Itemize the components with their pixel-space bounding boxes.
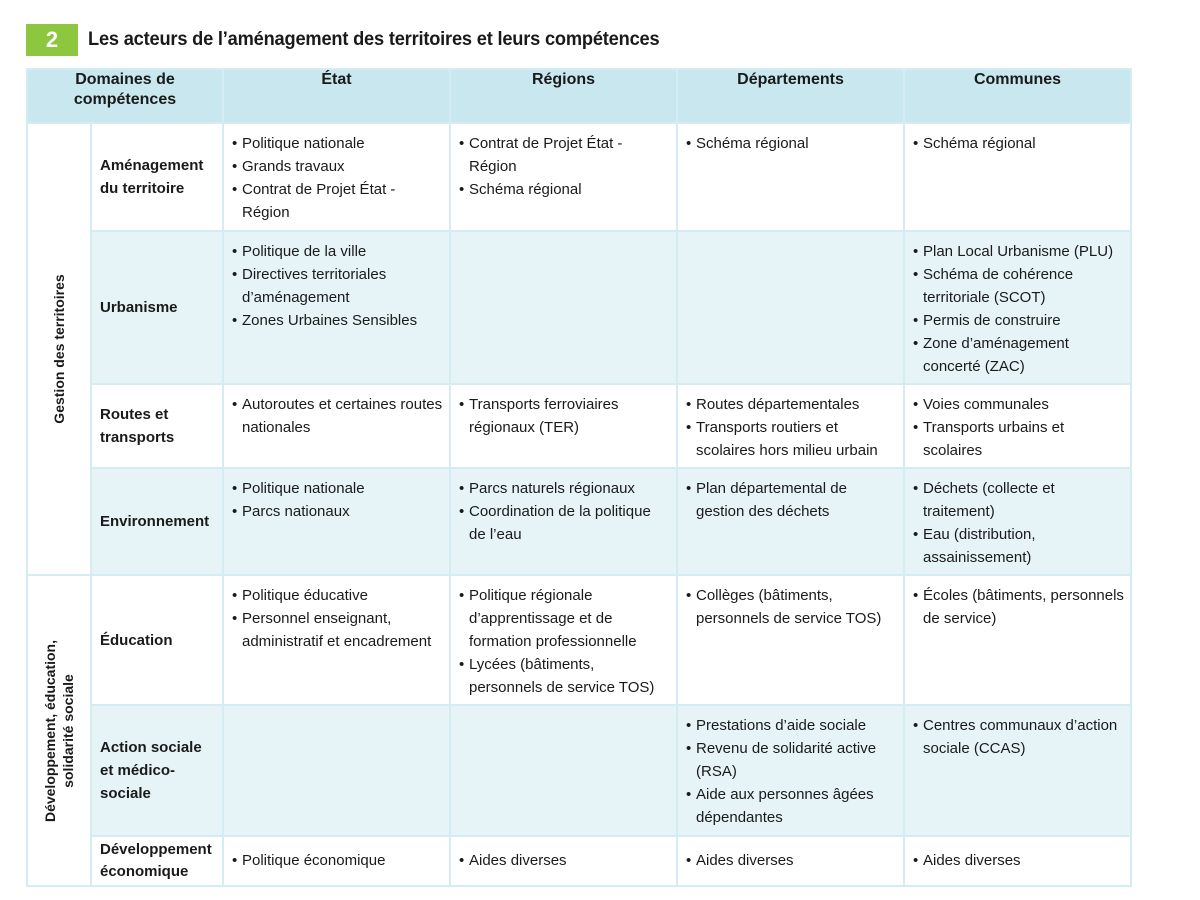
cell-regions — [450, 836, 677, 886]
bullet-item: • Contrat de Projet État - Région — [232, 178, 443, 224]
header-etat: État — [223, 69, 450, 123]
cell-etat — [223, 384, 450, 468]
bullet-item: • Directives territoriales d’aménagement — [232, 263, 443, 309]
header-communes: Communes — [904, 69, 1131, 123]
group-label-text: Développement, éducation, solidarité sociale — [42, 639, 76, 822]
bullet-item: • Plan départemental de gestion des déchets — [686, 477, 897, 523]
bullet-item: • Voies communales — [913, 393, 1124, 416]
domain-label: Environnement — [91, 468, 223, 575]
cell-departements — [677, 468, 904, 575]
table-row — [27, 384, 1131, 468]
bullet-item: • Coordination de la politique de l’eau — [459, 500, 670, 546]
bullet-item: • Écoles (bâtiments, personnels de service) — [913, 584, 1124, 630]
cell-etat — [223, 123, 450, 231]
group-label-gestion: Gestion des territoires — [51, 274, 67, 424]
bullet-item: • Politique économique — [232, 849, 443, 872]
cell-communes — [904, 705, 1131, 836]
bullet-item: • Collèges (bâtiments, personnels de service TOS) — [686, 584, 897, 630]
cell-regions — [450, 231, 677, 384]
cell-departements — [677, 231, 904, 384]
cell-etat — [223, 231, 450, 384]
bullet-item: • Transports urbains et scolaires — [913, 416, 1124, 462]
bullet-item: • Schéma régional — [459, 178, 670, 201]
document-title: Les acteurs de l’aménagement des territoires et leurs compétences — [88, 29, 660, 50]
cell-departements — [677, 836, 904, 886]
cell-regions — [450, 575, 677, 705]
cell-communes — [904, 384, 1131, 468]
domain-label: Éducation — [91, 575, 223, 705]
bullet-item: • Aide aux personnes âgées dépendantes — [686, 783, 897, 829]
table-row — [27, 836, 1131, 886]
bullet-item: • Plan Local Urbanisme (PLU) — [913, 240, 1124, 263]
bullet-item: • Routes départementales — [686, 393, 897, 416]
domain-label: Développement économique — [91, 836, 223, 886]
domain-label: Aménagement du territoire — [91, 123, 223, 231]
bullet-item: • Permis de construire — [913, 309, 1124, 332]
bullet-item: • Revenu de solidarité active (RSA) — [686, 737, 897, 783]
cell-etat — [223, 705, 450, 836]
bullet-item: • Aides diverses — [459, 849, 670, 872]
bullet-item: • Aides diverses — [686, 849, 897, 872]
bullet-item: • Eau (distribution, assainissement) — [913, 523, 1124, 569]
bullet-item: • Transports ferroviaires régionaux (TER) — [459, 393, 670, 439]
bullet-item: • Zone d’aménagement concerté (ZAC) — [913, 332, 1124, 378]
cell-etat — [223, 575, 450, 705]
bullet-item: • Prestations d’aide sociale — [686, 714, 897, 737]
bullet-item: • Politique nationale — [232, 132, 443, 155]
bullet-item: • Politique nationale — [232, 477, 443, 500]
bullet-item: • Schéma régional — [913, 132, 1124, 155]
header-regions: Régions — [450, 69, 677, 123]
bullet-item: • Schéma régional — [686, 132, 897, 155]
bullet-item: • Contrat de Projet État - Région — [459, 132, 670, 178]
cell-departements — [677, 575, 904, 705]
table-row — [27, 468, 1131, 575]
cell-departements — [677, 123, 904, 231]
cell-regions — [450, 468, 677, 575]
bullet-item: • Autoroutes et certaines routes nationales — [232, 393, 443, 439]
cell-communes — [904, 123, 1131, 231]
domain-label: Urbanisme — [91, 231, 223, 384]
cell-etat — [223, 468, 450, 575]
cell-departements — [677, 705, 904, 836]
group-cell-gestion — [27, 123, 91, 575]
bullet-item: • Personnel enseignant, administratif et encadrement — [232, 607, 443, 653]
table-row — [27, 231, 1131, 384]
bullet-item: • Aides diverses — [913, 849, 1124, 872]
cell-departements — [677, 384, 904, 468]
bullet-item: • Zones Urbaines Sensibles — [232, 309, 443, 332]
domain-label: Routes et transports — [91, 384, 223, 468]
cell-communes — [904, 575, 1131, 705]
cell-regions — [450, 384, 677, 468]
bullet-item: • Grands travaux — [232, 155, 443, 178]
bullet-item: • Politique régionale d’apprentissage et de formation professionnelle — [459, 584, 670, 653]
bullet-item: • Politique de la ville — [232, 240, 443, 263]
header-domaines: Domaines de compétences — [27, 69, 223, 123]
cell-regions — [450, 705, 677, 836]
bullet-item: • Parcs naturels régionaux — [459, 477, 670, 500]
cell-regions — [450, 123, 677, 231]
cell-etat — [223, 836, 450, 886]
group-label-developpement — [41, 631, 77, 831]
competences-table — [26, 68, 1132, 887]
bullet-item: • Politique éducative — [232, 584, 443, 607]
document-header — [26, 24, 683, 56]
table-row — [27, 575, 1131, 705]
bullet-item: • Parcs nationaux — [232, 500, 443, 523]
group-cell-developpement — [27, 575, 91, 886]
bullet-item: • Lycées (bâtiments, personnels de service TOS) — [459, 653, 670, 699]
cell-communes — [904, 231, 1131, 384]
cell-communes — [904, 468, 1131, 575]
figure-number-badge: 2 — [26, 24, 78, 56]
bullet-item: • Schéma de cohérence territoriale (SCOT) — [913, 263, 1124, 309]
table-row — [27, 705, 1131, 836]
cell-communes — [904, 836, 1131, 886]
bullet-item: • Transports routiers et scolaires hors milieu urbain — [686, 416, 897, 462]
bullet-item: • Centres communaux d’action sociale (CCAS) — [913, 714, 1124, 760]
table-row — [27, 123, 1131, 231]
header-departements: Départements — [677, 69, 904, 123]
domain-label: Action sociale et médico-sociale — [91, 705, 223, 836]
bullet-item: • Déchets (collecte et traitement) — [913, 477, 1124, 523]
